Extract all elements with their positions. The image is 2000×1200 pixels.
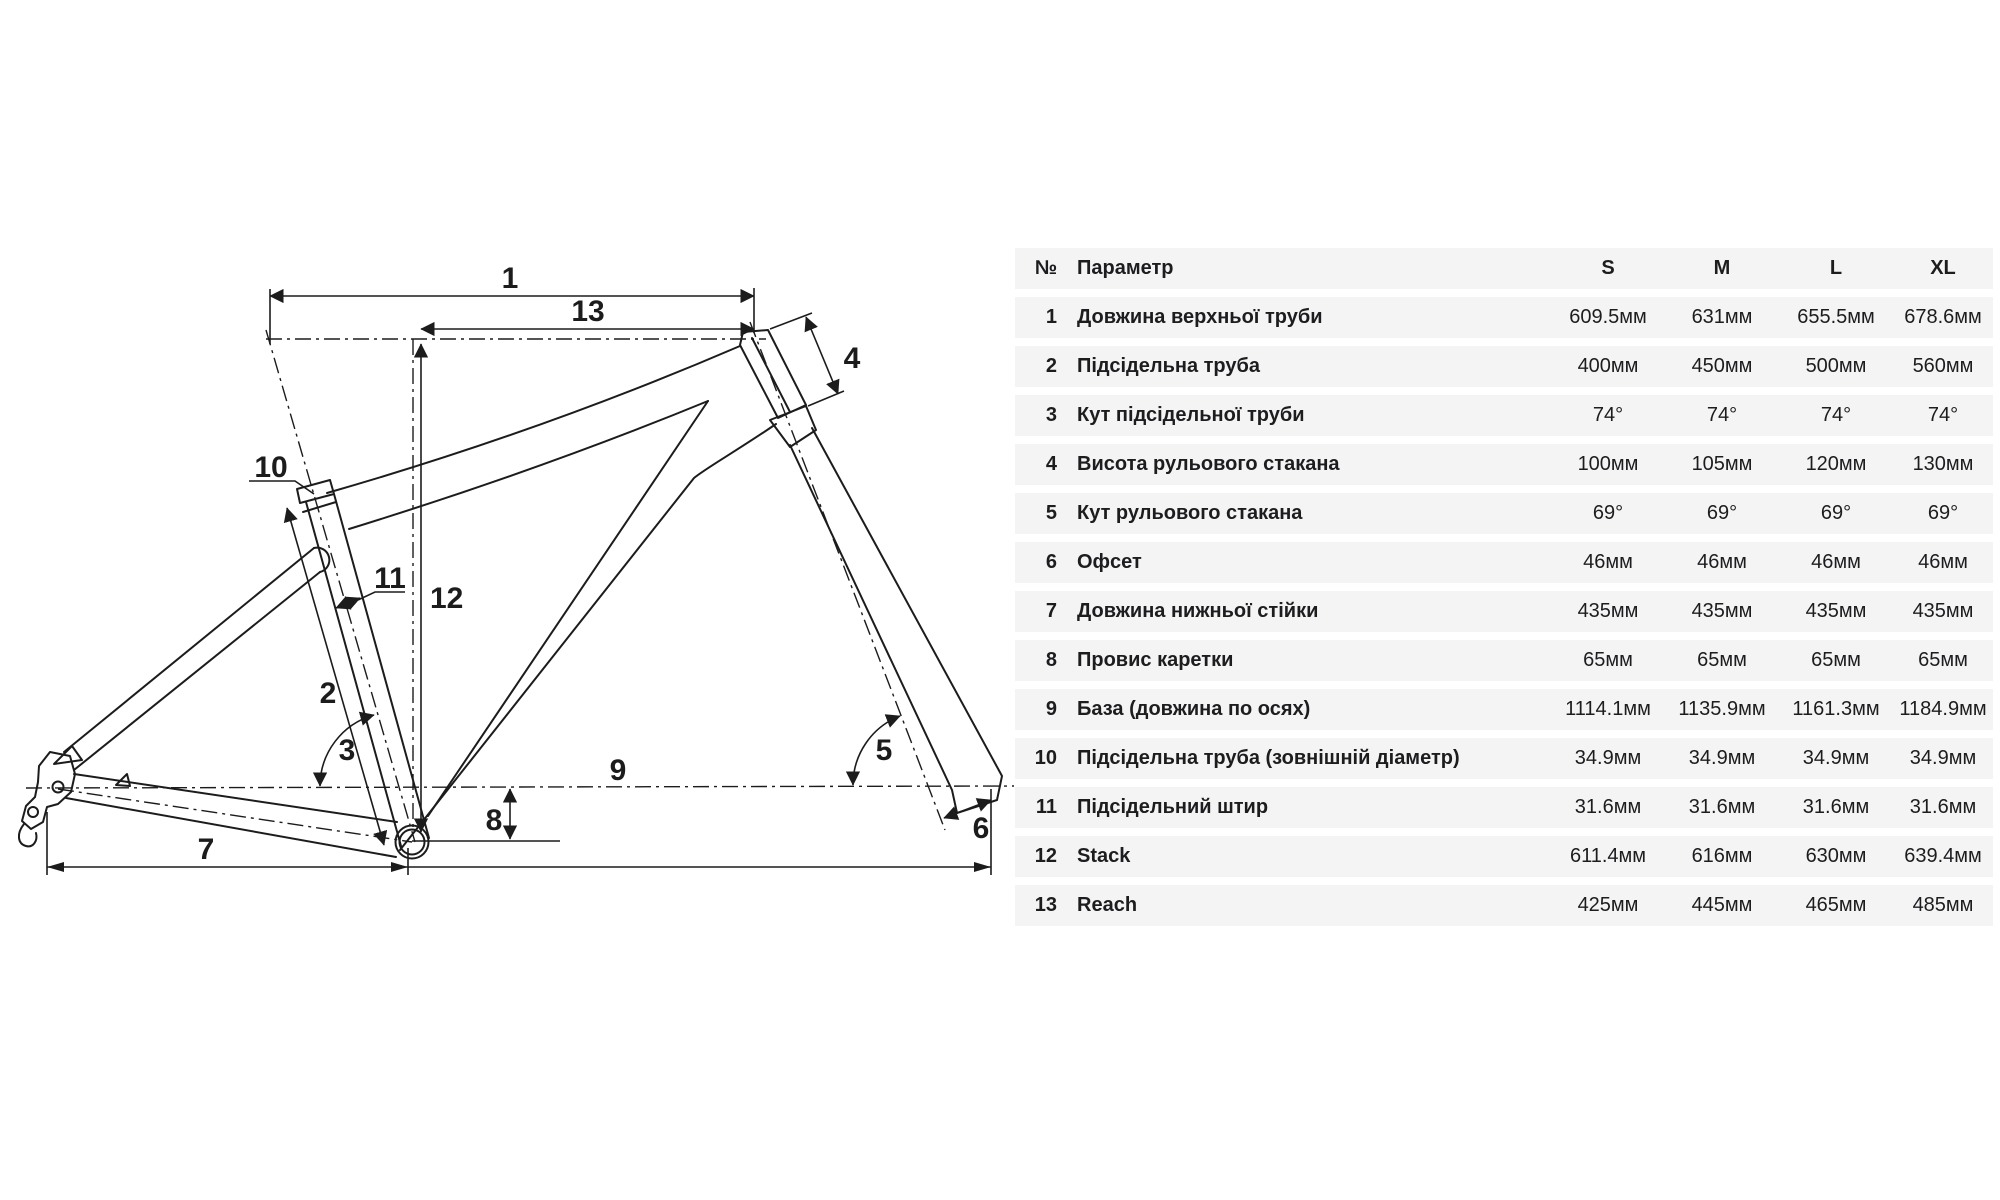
row-num: 13 — [1034, 894, 1057, 916]
row-value-xl: 31.6мм — [1909, 796, 1977, 818]
dim-label-10: 10 — [254, 451, 288, 484]
row-value-m: 1135.9мм — [1678, 698, 1766, 720]
dim-label-11: 11 — [374, 562, 406, 595]
table-row — [1015, 297, 1993, 338]
dim-label-13: 13 — [571, 295, 605, 328]
row-value-l: 74° — [1820, 404, 1852, 426]
header-size-s: S — [1601, 257, 1615, 279]
row-value-s: 31.6мм — [1574, 796, 1642, 818]
row-value-s: 435мм — [1577, 600, 1639, 622]
row-num: 6 — [1045, 551, 1057, 573]
row-param: Stack — [1077, 845, 1131, 867]
row-num: 3 — [1045, 404, 1057, 426]
row-value-m: 34.9мм — [1688, 747, 1756, 769]
row-value-l: 34.9мм — [1802, 747, 1870, 769]
row-value-l: 655.5мм — [1797, 306, 1875, 328]
row-value-m: 46мм — [1697, 551, 1747, 573]
row-value-l: 65мм — [1811, 649, 1861, 671]
top-tube — [327, 346, 740, 493]
row-value-m: 450мм — [1691, 355, 1753, 377]
row-num: 5 — [1045, 502, 1057, 524]
row-param: База (довжина по осях) — [1077, 698, 1311, 720]
seat-stay — [64, 548, 314, 752]
row-value-s: 69° — [1592, 502, 1624, 524]
row-param: Підсідельна труба (зовнішній діаметр) — [1077, 747, 1460, 769]
down-tube — [428, 401, 708, 816]
table-row — [1015, 689, 1993, 730]
row-value-m: 31.6мм — [1688, 796, 1756, 818]
row-value-xl: 34.9мм — [1909, 747, 1977, 769]
row-param: Провис каретки — [1077, 649, 1234, 671]
row-num: 4 — [1045, 453, 1057, 475]
row-value-m: 616мм — [1691, 845, 1753, 867]
row-value-m: 445мм — [1691, 894, 1753, 916]
table-row — [1015, 738, 1993, 779]
row-param: Підсідельний штир — [1077, 796, 1269, 818]
table-row — [1015, 640, 1993, 681]
row-value-s: 65мм — [1583, 649, 1633, 671]
header-num: № — [1034, 257, 1057, 279]
row-value-l: 120мм — [1805, 453, 1867, 475]
row-value-xl: 46мм — [1918, 551, 1968, 573]
row-num: 11 — [1035, 796, 1057, 818]
row-value-xl: 130мм — [1912, 453, 1974, 475]
row-param: Довжина нижньої стійки — [1077, 600, 1319, 622]
dim-label-9: 9 — [609, 754, 627, 787]
axis-lines — [26, 322, 1014, 842]
row-value-l: 31.6мм — [1802, 796, 1870, 818]
row-value-s: 425мм — [1577, 894, 1639, 916]
row-param: Кут рульового стакана — [1077, 502, 1303, 524]
dim-label-3: 3 — [338, 734, 356, 767]
table-row — [1015, 787, 1993, 828]
row-value-l: 46мм — [1811, 551, 1861, 573]
row-value-xl: 560мм — [1912, 355, 1974, 377]
header-param: Параметр — [1077, 257, 1174, 279]
row-value-l: 435мм — [1805, 600, 1867, 622]
header-size-m: M — [1713, 257, 1731, 279]
dimension-annotations — [47, 262, 991, 875]
row-num: 7 — [1045, 600, 1057, 622]
row-num: 10 — [1034, 747, 1057, 769]
geometry-table — [1015, 248, 1993, 934]
row-param: Висота рульового стакана — [1077, 453, 1340, 475]
fork-crown — [770, 406, 816, 447]
dim-label-4: 4 — [843, 342, 861, 375]
header-size-l: L — [1829, 257, 1843, 279]
row-value-m: 65мм — [1697, 649, 1747, 671]
table-row — [1015, 836, 1993, 877]
row-param: Reach — [1077, 894, 1138, 916]
row-value-l: 1161.3мм — [1792, 698, 1880, 720]
row-value-m: 435мм — [1691, 600, 1753, 622]
dim-label-2: 2 — [319, 677, 337, 710]
table-header-row — [1015, 248, 1993, 289]
row-value-xl: 69° — [1927, 502, 1959, 524]
row-num: 12 — [1034, 845, 1057, 867]
row-value-s: 400мм — [1577, 355, 1639, 377]
row-value-xl: 74° — [1927, 404, 1959, 426]
dim-label-6: 6 — [972, 812, 990, 845]
table-row — [1015, 493, 1993, 534]
dim-label-7: 7 — [197, 833, 215, 866]
table-row — [1015, 395, 1993, 436]
head-tube — [740, 330, 806, 418]
row-value-s: 34.9мм — [1574, 747, 1642, 769]
dim-label-1: 1 — [501, 262, 519, 295]
row-param: Довжина верхньої труби — [1077, 306, 1323, 328]
row-value-xl: 485мм — [1912, 894, 1974, 916]
table-row — [1015, 346, 1993, 387]
header-size-xl: XL — [1930, 257, 1956, 279]
dim-label-12: 12 — [430, 582, 464, 615]
dim-label-8: 8 — [485, 804, 503, 837]
row-value-m: 69° — [1706, 502, 1738, 524]
table-row — [1015, 885, 1993, 926]
row-param: Офсет — [1077, 551, 1142, 573]
seat-tube-cap — [297, 480, 334, 503]
dim-label-5: 5 — [875, 734, 893, 767]
table-row — [1015, 591, 1993, 632]
row-value-xl: 65мм — [1918, 649, 1968, 671]
row-value-s: 100мм — [1577, 453, 1639, 475]
row-value-s: 74° — [1592, 404, 1624, 426]
row-value-m: 105мм — [1691, 453, 1753, 475]
row-value-xl: 1184.9мм — [1899, 698, 1987, 720]
row-num: 9 — [1045, 698, 1057, 720]
row-num: 1 — [1045, 306, 1057, 328]
seat-tube — [306, 502, 401, 846]
row-value-l: 630мм — [1805, 845, 1867, 867]
table-row — [1015, 444, 1993, 485]
row-value-l: 500мм — [1805, 355, 1867, 377]
row-num: 2 — [1045, 355, 1057, 377]
row-param: Підсідельна труба — [1077, 355, 1260, 377]
row-value-xl: 639.4мм — [1904, 845, 1982, 867]
fork-blade — [790, 428, 1002, 813]
table-row — [1015, 542, 1993, 583]
row-value-l: 465мм — [1805, 894, 1867, 916]
row-value-s: 609.5мм — [1569, 306, 1647, 328]
row-value-xl: 435мм — [1912, 600, 1974, 622]
row-value-xl: 678.6мм — [1904, 306, 1982, 328]
row-param: Кут підсідельної труби — [1077, 404, 1305, 426]
row-value-s: 1114.1мм — [1565, 698, 1651, 720]
row-value-m: 74° — [1706, 404, 1738, 426]
row-value-m: 631мм — [1691, 306, 1753, 328]
row-value-l: 69° — [1820, 502, 1852, 524]
rear-dropout — [19, 746, 130, 846]
row-num: 8 — [1045, 649, 1057, 671]
row-value-s: 46мм — [1583, 551, 1633, 573]
row-value-s: 611.4мм — [1569, 845, 1647, 867]
